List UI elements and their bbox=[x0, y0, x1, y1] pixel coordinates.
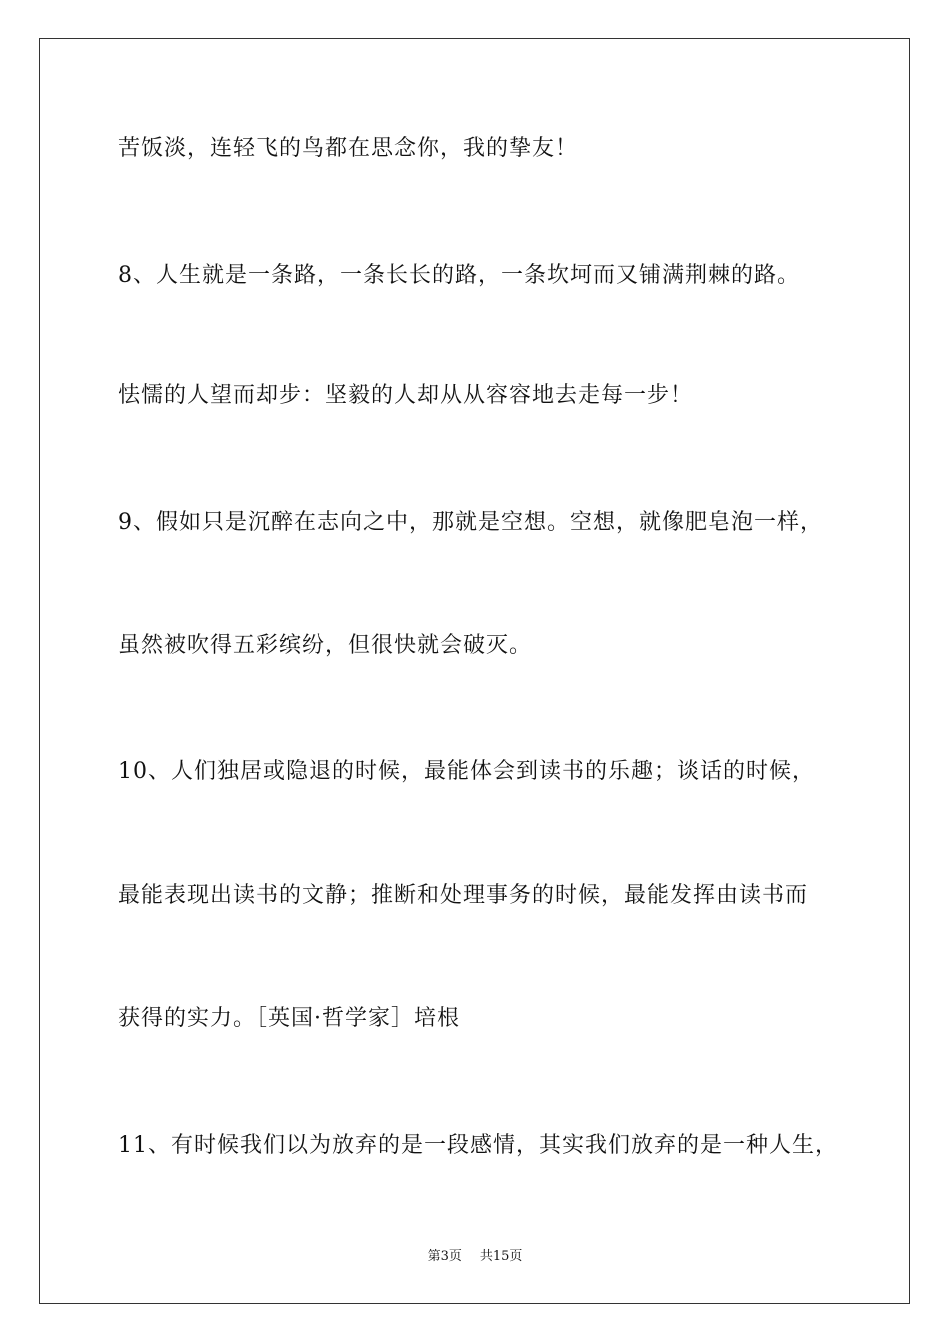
page-frame bbox=[39, 38, 910, 1304]
page-number: 第3页 bbox=[427, 1249, 462, 1264]
text-line: 11、有时候我们以为放弃的是一段感情，其实我们放弃的是一种人生， bbox=[118, 1133, 838, 1158]
text-line: 苦饭淡，连轻飞的鸟都在思念你，我的挚友！ bbox=[118, 136, 579, 161]
text-line: 10、人们独居或隐退的时候，最能体会到读书的乐趣；谈话的时候， bbox=[118, 759, 815, 784]
page-footer bbox=[0, 1248, 950, 1266]
text-line: 虽然被吹得五彩缤纷，但很快就会破灭。 bbox=[118, 633, 533, 658]
page-total: 共15页 bbox=[479, 1249, 523, 1264]
text-line: 怯懦的人望而却步：坚毅的人却从从容容地去走每一步！ bbox=[118, 383, 694, 408]
text-line: 最能表现出读书的文静；推断和处理事务的时候，最能发挥由读书而 bbox=[118, 883, 809, 908]
text-line: 获得的实力。［英国·哲学家］培根 bbox=[118, 1006, 460, 1031]
text-line: 9、假如只是沉醉在志向之中，那就是空想。空想，就像肥皂泡一样， bbox=[118, 510, 823, 535]
text-line: 8、人生就是一条路，一条长长的路，一条坎坷而又铺满荆棘的路。 bbox=[118, 263, 800, 288]
